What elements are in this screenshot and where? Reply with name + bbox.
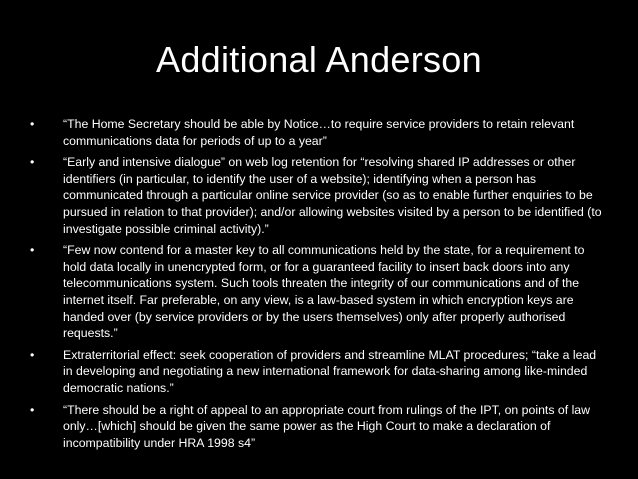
bullet-icon: • bbox=[30, 347, 35, 362]
bullet-item bbox=[30, 402, 602, 452]
bullet-icon: • bbox=[30, 155, 35, 170]
slide-title: Additional Anderson bbox=[156, 39, 482, 80]
bullet-text: “Few now contend for a master key to all communications held by the state, for a requirement to hold data locally in unencrypted form, or for a guaranteed facility to insert back doors into any telecommunications system. Such tools threaten the integrity of our communications and of the internet itself. Far preferable, on any view, is a law-based system in which encryption keys are handed over (by service providers or by the users themselves) only after properly authorised requests.” bbox=[63, 243, 585, 341]
bullet-text: Extraterritorial effect: seek cooperation of providers and streamline MLAT procedures; “take a lead in developing and negotiating a new international framework for data-sharing among like-minded democratic nations.” bbox=[63, 347, 597, 395]
bullet-item bbox=[30, 154, 602, 237]
bullet-item bbox=[30, 242, 602, 342]
bullet-icon: • bbox=[30, 117, 35, 131]
bullet-item bbox=[30, 116, 602, 149]
bullet-list bbox=[30, 116, 602, 456]
bullet-icon: • bbox=[30, 402, 35, 417]
bullet-text: “Early and intensive dialogue” on web log retention for “resolving shared IP addresses or other identifiers (in particular, to identify the user of a website); identifying when a person has communicated through a particular online service provider (so as to enable further enquiries to be pursued in relation to that provider); and/or allowing websites visited by a person to be identified (to investigate possible criminal activity).” bbox=[63, 155, 602, 236]
bullet-text: “The Home Secretary should be able by Notice…to require service providers to retain relevant communications data for periods of up to a year” bbox=[63, 117, 575, 148]
bullet-icon: • bbox=[30, 243, 35, 258]
bullet-text: “There should be a right of appeal to an appropriate court from rulings of the IPT, on points of law only…[which] should be given the same power as the High Court to make a declaration of incompatibility under HRA 1998 s4” bbox=[63, 402, 591, 450]
bullet-item bbox=[30, 347, 602, 397]
